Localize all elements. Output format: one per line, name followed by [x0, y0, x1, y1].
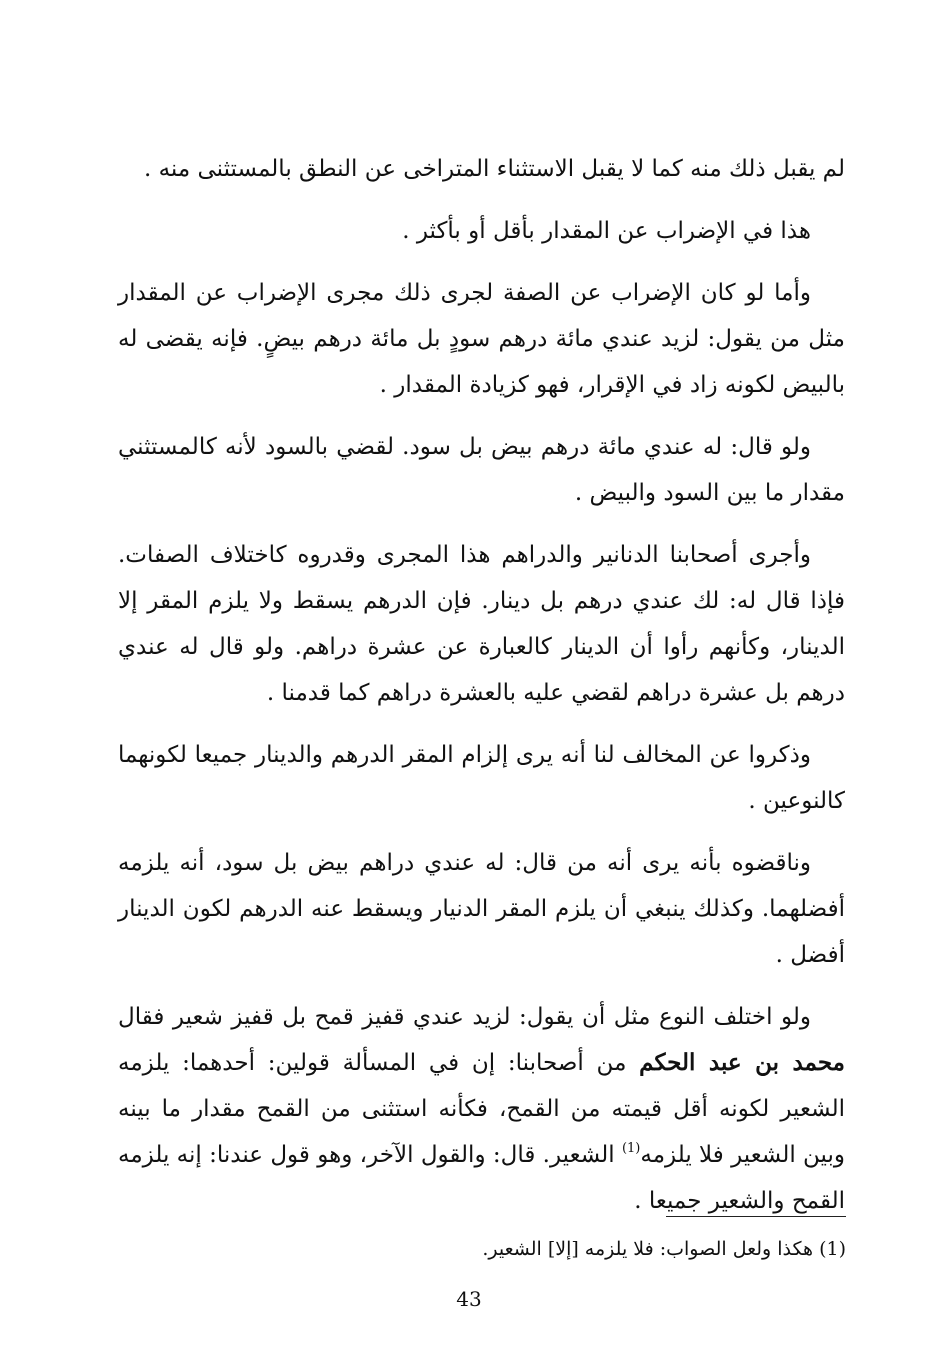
paragraph-3: وأما لو كان الإضراب عن الصفة لجرى ذلك مجرى الإضراب عن المقدار مثل من يقول: لزيد عندي مائة درهم سودٍ بل مائة درهم بيضٍ. فإنه يقضى له بالبيض لكونه زاد في الإقرار، فهو كزيادة المقدار . [118, 280, 845, 398]
main-text [118, 146, 845, 1240]
paragraph-4: ولو قال: له عندي مائة درهم بيض بل سود. لقضي بالسود لأنه كالمستثني مقدار ما بين السود والبيض . [118, 434, 845, 506]
footnote-text: هكذا ولعل الصواب: فلا يلزمه [إلا] الشعير. [482, 1238, 820, 1260]
paragraph-5: وأجرى أصحابنا الدنانير والدراهم هذا المجرى وقدروه كاختلاف الصفات. فإذا قال له: لك عندي درهم بل دينار. فإن الدرهم يسقط ولا يلزم المقر إلا الدينار، وكأنهم رأوا أن الدينار كالعبارة عن عشرة دراهم. ولو قال له عندي درهم بل عشرة دراهم لقضي عليه بالعشرة دراهم كما قدمنا . [118, 542, 845, 706]
footnote [300, 1233, 846, 1265]
page-number: 43 [456, 1287, 482, 1311]
paragraph-1: لم يقبل ذلك منه كما لا يقبل الاستثناء المتراخى عن النطق بالمستثنى منه . [143, 156, 845, 182]
paragraph-2: هذا في الإضراب عن المقدار بأقل أو بأكثر . [402, 218, 811, 244]
footnote-marker: (1) [819, 1238, 846, 1260]
footnote-reference[interactable]: (1) [621, 1141, 641, 1156]
paragraph-8-part-3: الشعير. قال: والقول الآخر، وهو قول عندنا: إنه يلزمه القمح والشعير جميعا . [118, 1142, 845, 1214]
paragraph-8-part-2: من أصحابنا: إن في المسألة قولين: أحدهما: يلزمه الشعير لكونه أقل قيمته من القمح، فكأنه استثنى من القمح مقدار ما بينه وبين الشعير فلا يلزمه [118, 1050, 846, 1168]
footnote-divider [666, 1216, 846, 1217]
paragraph-7: وناقضوه بأنه يرى أنه من قال: له عندي دراهم بيض بل سود، أنه يلزمه أفضلهما. وكذلك ينبغي أن يلزم المقر الدنيار ويسقط عنه الدرهم لكون الدينار أفضل . [118, 850, 845, 968]
paragraph-6: وذكروا عن المخالف لنا أنه يرى إلزام المقر الدرهم والدينار جميعا لكونهما كالنوعين . [118, 742, 845, 814]
scholar-name: محمد بن عبد الحكم [639, 1049, 845, 1076]
paragraph-8-part-1: ولو اختلف النوع مثل أن يقول: لزيد عندي قفيز قمح بل قفيز شعير فقال [118, 1004, 811, 1030]
paragraph-8 [118, 994, 845, 1224]
